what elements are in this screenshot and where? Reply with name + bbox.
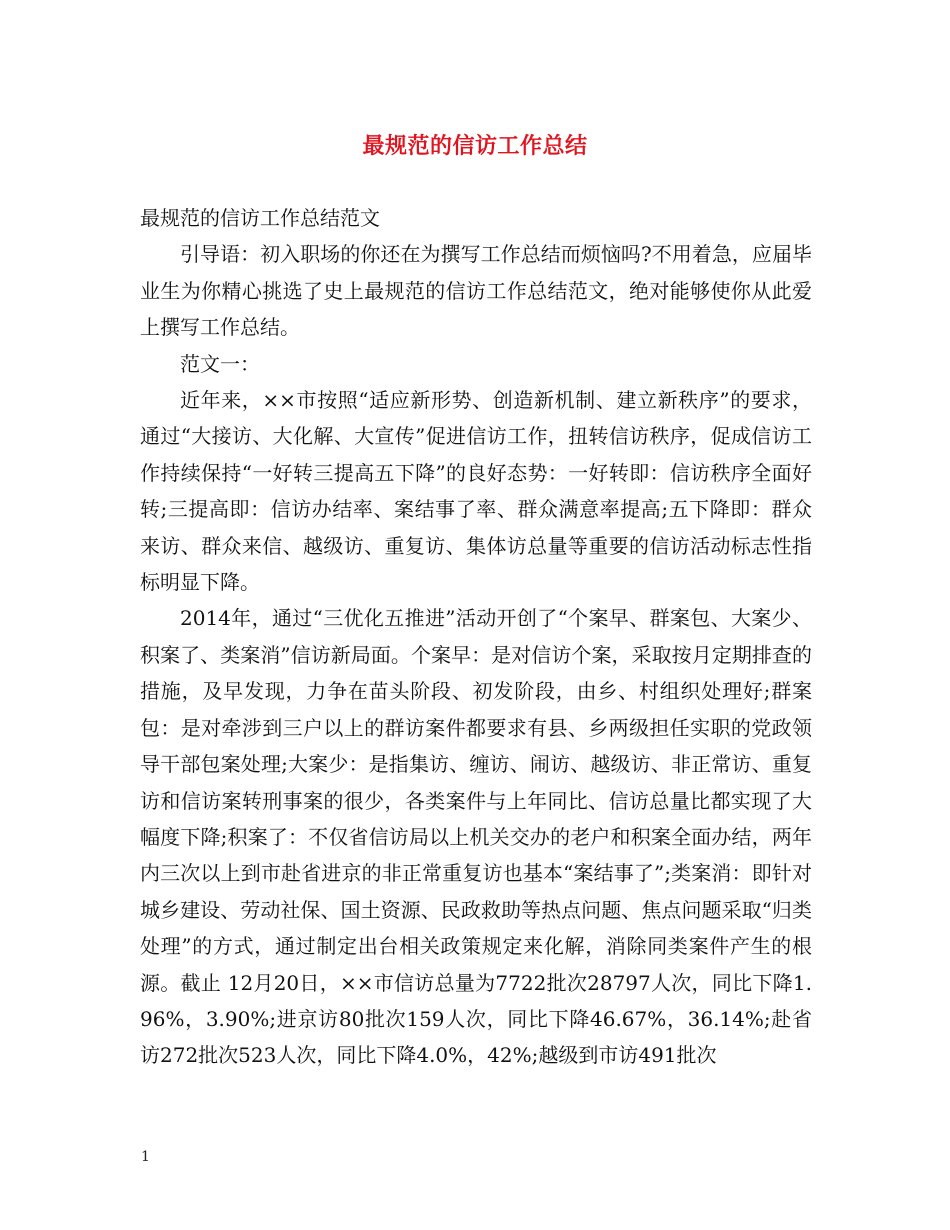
document-body bbox=[140, 200, 812, 1074]
body-paragraph: 2014年，通过“三优化五推进”活动开创了“个案早、群案包、大案少、积案了、类案消”信访新局面。个案早：是对信访个案，采取按月定期排查的措施，及早发现，力争在苗头阶段、初发阶段，由乡、村组织处理好;群案包：是对牵涉到三户以上的群访案件都要求有县、乡两级担任实职的党政领导干部包案处理;大案少：是指集访、缠访、闹访、越级访、非正常访、重复访和信访案转刑事案的很少，各类案件与上年同比、信访总量比都实现了大幅度下降;积案了：不仅省信访局以上机关交办的老户和积案全面办结，两年内三次以上到市赴省进京的非正常重复访也基本“案结事了”;类案消：即针对城乡建设、劳动社保、国土资源、民政救助等热点问题、焦点问题采取“归类处理”的方式，通过制定出台相关政策规定来化解，消除同类案件产生的根源。截止 12月20日，××市信访总量为7722批次28797人次，同比下降1.96%，3.90%;进京访80批次159人次，同比下降46.67%，36.14%;赴省访272批次523人次，同比下降4.0%，42%;越级到市访491批次 bbox=[140, 606, 812, 1068]
intro-paragraph: 引导语：初入职场的你还在为撰写工作总结而烦恼吗?不用着急，应届毕业生为你精心挑选了史上最规范的信访工作总结范文，绝对能够使你从此爱上撰写工作总结。 bbox=[140, 242, 812, 340]
body-paragraph: 近年来，××市按照“适应新形势、创造新机制、建立新秩序”的要求，通过“大接访、大化解、大宣传”促进信访工作，扭转信访秩序，促成信访工作持续保持“一好转三提高五下降”的良好态势：一好转即：信访秩序全面好转;三提高即：信访办结率、案结事了率、群众满意率提高;五下降即：群众来访、群众来信、越级访、重复访、集体访总量等重要的信访活动标志性指标明显下降。 bbox=[140, 388, 812, 595]
page-number: 1 bbox=[141, 1149, 150, 1165]
document-title: 最规范的信访工作总结 bbox=[362, 134, 588, 159]
subtitle-paragraph: 最规范的信访工作总结范文 bbox=[140, 206, 380, 230]
sample-heading: 范文一： bbox=[180, 351, 260, 376]
